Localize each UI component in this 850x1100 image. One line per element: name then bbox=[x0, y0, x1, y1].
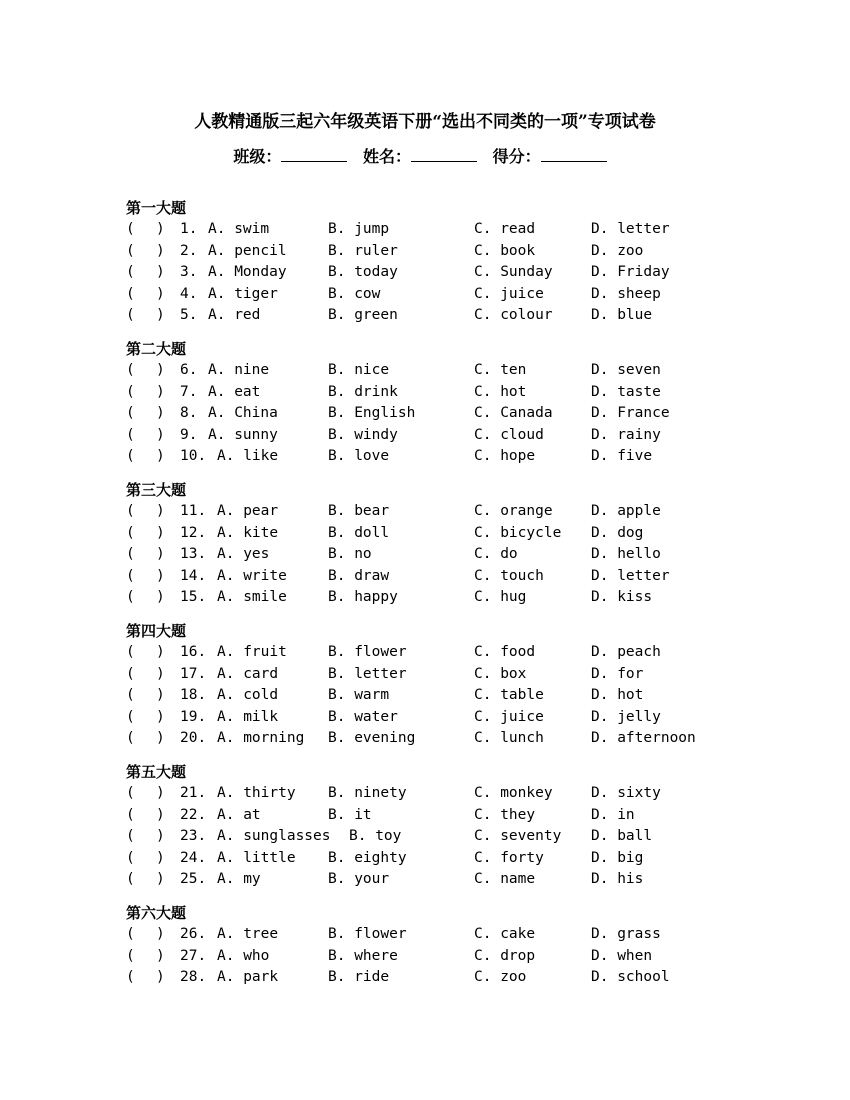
answer-bracket-open[interactable]: ( bbox=[126, 405, 135, 422]
class-label: 班级： bbox=[233, 147, 282, 166]
option-b: B. nice bbox=[328, 362, 390, 378]
option-d: D. blue bbox=[591, 307, 653, 324]
answer-bracket-open[interactable]: ( bbox=[126, 708, 135, 725]
question-row bbox=[126, 967, 746, 989]
question-row bbox=[126, 924, 746, 946]
answer-bracket-open[interactable]: ( bbox=[126, 687, 135, 704]
answer-bracket-open[interactable]: ( bbox=[126, 524, 135, 541]
option-a: A. little bbox=[217, 849, 296, 866]
name-blank[interactable] bbox=[411, 143, 477, 162]
answer-bracket-close[interactable]: ) bbox=[156, 708, 165, 725]
section-6 bbox=[126, 902, 746, 989]
option-c: C. hot bbox=[474, 383, 527, 400]
question-row bbox=[126, 826, 746, 848]
answer-bracket-open[interactable]: ( bbox=[126, 849, 135, 866]
option-a: A. swim bbox=[208, 221, 270, 237]
option-b: B. windy bbox=[328, 426, 398, 443]
option-c: C. zoo bbox=[474, 969, 527, 986]
option-c: C. box bbox=[474, 665, 527, 682]
question-row bbox=[126, 685, 746, 707]
option-b: B. ride bbox=[328, 969, 390, 986]
answer-bracket-close[interactable]: ) bbox=[156, 947, 165, 964]
answer-bracket-open[interactable]: ( bbox=[126, 730, 135, 747]
option-c: C. Canada bbox=[474, 405, 553, 422]
question-number: 5. bbox=[180, 307, 198, 324]
question-number: 10. bbox=[180, 448, 207, 465]
option-d: D. zoo bbox=[591, 242, 644, 259]
question-row bbox=[126, 241, 746, 263]
answer-bracket-close[interactable]: ) bbox=[156, 806, 165, 823]
answer-bracket-close[interactable]: ) bbox=[156, 285, 165, 302]
option-a: A. tiger bbox=[208, 285, 278, 302]
option-c: C. ten bbox=[474, 362, 527, 378]
option-a: A. red bbox=[208, 307, 261, 324]
option-d: D. sheep bbox=[591, 285, 661, 302]
option-c: C. book bbox=[474, 242, 536, 259]
question-number: 4. bbox=[180, 285, 198, 302]
question-row bbox=[126, 544, 746, 566]
option-a: A. eat bbox=[208, 383, 261, 400]
section-title: 第四大题 bbox=[126, 622, 187, 640]
option-b: B. no bbox=[328, 546, 372, 563]
option-a: A. cold bbox=[217, 687, 279, 704]
question-row bbox=[126, 642, 746, 664]
option-b: B. ninety bbox=[328, 785, 407, 801]
section-4 bbox=[126, 620, 746, 750]
question-number: 23. bbox=[180, 828, 207, 845]
option-d: D. sixty bbox=[591, 785, 661, 801]
answer-bracket-open[interactable]: ( bbox=[126, 221, 135, 237]
question-number: 7. bbox=[180, 383, 198, 400]
section-2 bbox=[126, 338, 746, 468]
question-row bbox=[126, 305, 746, 327]
option-c: C. monkey bbox=[474, 785, 553, 801]
question-number: 15. bbox=[180, 589, 207, 606]
option-d: D. afternoon bbox=[591, 730, 696, 747]
question-row bbox=[126, 382, 746, 404]
page-title: 人教精通版三起六年级英语下册“选出不同类的一项”专项试卷 bbox=[194, 112, 656, 132]
option-b: B. ruler bbox=[328, 242, 398, 259]
answer-bracket-open[interactable]: ( bbox=[126, 947, 135, 964]
option-a: A. at bbox=[217, 806, 261, 823]
option-c: C. food bbox=[474, 644, 536, 660]
question-number: 27. bbox=[180, 947, 207, 964]
option-b: B. water bbox=[328, 708, 398, 725]
answer-bracket-open[interactable]: ( bbox=[126, 307, 135, 324]
option-b: B. drink bbox=[328, 383, 398, 400]
option-b: B. doll bbox=[328, 524, 390, 541]
option-b: B. cow bbox=[328, 285, 381, 302]
option-d: D. seven bbox=[591, 362, 661, 378]
option-b: B. English bbox=[328, 405, 416, 422]
option-d: D. taste bbox=[591, 383, 661, 400]
answer-bracket-open[interactable]: ( bbox=[126, 242, 135, 259]
option-d: D. dog bbox=[591, 524, 644, 541]
option-d: D. hello bbox=[591, 546, 661, 563]
question-number: 1. bbox=[180, 221, 198, 237]
option-c: C. table bbox=[474, 687, 544, 704]
question-row bbox=[126, 501, 746, 523]
option-b: B. today bbox=[328, 264, 398, 281]
option-c: C. they bbox=[474, 806, 536, 823]
answer-bracket-open[interactable]: ( bbox=[126, 448, 135, 465]
question-number: 19. bbox=[180, 708, 207, 725]
question-number: 26. bbox=[180, 926, 207, 942]
option-d: D. letter bbox=[591, 221, 670, 237]
answer-bracket-open[interactable]: ( bbox=[126, 806, 135, 823]
question-row bbox=[126, 707, 746, 729]
answer-bracket-close[interactable]: ) bbox=[156, 426, 165, 443]
option-d: D. in bbox=[591, 806, 635, 823]
option-b: B. flower bbox=[328, 644, 407, 660]
section-title: 第二大题 bbox=[126, 340, 187, 358]
option-b: B. green bbox=[328, 307, 398, 324]
option-d: D. Friday bbox=[591, 264, 670, 281]
option-b: B. bear bbox=[328, 503, 390, 519]
option-d: D. apple bbox=[591, 503, 661, 519]
option-c: C. do bbox=[474, 546, 518, 563]
question-row bbox=[126, 728, 746, 750]
answer-bracket-close[interactable]: ) bbox=[156, 383, 165, 400]
question-row bbox=[126, 664, 746, 686]
option-a: A. like bbox=[217, 448, 279, 465]
class-blank[interactable] bbox=[281, 143, 347, 162]
answer-bracket-open[interactable]: ( bbox=[126, 665, 135, 682]
option-a: A. write bbox=[217, 567, 287, 584]
option-c: C. touch bbox=[474, 567, 544, 584]
option-b: B. where bbox=[328, 947, 398, 964]
answer-bracket-open[interactable]: ( bbox=[126, 383, 135, 400]
option-d: D. grass bbox=[591, 926, 661, 942]
question-row bbox=[126, 523, 746, 545]
option-b: B. jump bbox=[328, 221, 390, 237]
answer-bracket-close[interactable]: ) bbox=[156, 871, 165, 888]
option-a: A. kite bbox=[217, 524, 279, 541]
score-blank[interactable] bbox=[541, 143, 607, 162]
question-row bbox=[126, 848, 746, 870]
option-c: C. lunch bbox=[474, 730, 544, 747]
option-c: C. seventy bbox=[474, 828, 562, 845]
option-d: D. for bbox=[591, 665, 644, 682]
answer-bracket-close[interactable]: ) bbox=[156, 503, 165, 519]
option-a: A. sunglasses bbox=[217, 828, 331, 845]
option-d: D. five bbox=[591, 448, 653, 465]
answer-bracket-close[interactable]: ) bbox=[156, 589, 165, 606]
option-a: A. smile bbox=[217, 589, 287, 606]
answer-bracket-close[interactable]: ) bbox=[156, 687, 165, 704]
option-b: B. evening bbox=[328, 730, 416, 747]
answer-bracket-close[interactable]: ) bbox=[156, 307, 165, 324]
option-a: A. nine bbox=[208, 362, 270, 378]
option-c: C. cloud bbox=[474, 426, 544, 443]
option-c: C. juice bbox=[474, 708, 544, 725]
section-title: 第三大题 bbox=[126, 481, 187, 499]
section-1 bbox=[126, 197, 746, 327]
question-number: 28. bbox=[180, 969, 207, 986]
question-row bbox=[126, 262, 746, 284]
answer-bracket-open[interactable]: ( bbox=[126, 785, 135, 801]
option-a: A. thirty bbox=[217, 785, 296, 801]
question-number: 21. bbox=[180, 785, 207, 801]
question-number: 18. bbox=[180, 687, 207, 704]
question-number: 13. bbox=[180, 546, 207, 563]
question-number: 16. bbox=[180, 644, 207, 660]
answer-bracket-open[interactable]: ( bbox=[126, 969, 135, 986]
option-d: D. his bbox=[591, 871, 644, 888]
option-a: A. park bbox=[217, 969, 279, 986]
option-a: A. pencil bbox=[208, 242, 287, 259]
option-b: B. warm bbox=[328, 687, 390, 704]
option-c: C. forty bbox=[474, 849, 544, 866]
question-row bbox=[126, 783, 746, 805]
answer-bracket-open[interactable]: ( bbox=[126, 362, 135, 378]
option-d: D. school bbox=[591, 969, 670, 986]
question-row bbox=[126, 566, 746, 588]
answer-bracket-close[interactable]: ) bbox=[156, 362, 165, 378]
answer-bracket-open[interactable]: ( bbox=[126, 871, 135, 888]
option-a: A. card bbox=[217, 665, 279, 682]
option-b: B. love bbox=[328, 448, 390, 465]
section-title: 第一大题 bbox=[126, 199, 187, 217]
option-d: D. letter bbox=[591, 567, 670, 584]
option-c: C. drop bbox=[474, 947, 536, 964]
option-a: A. who bbox=[217, 947, 270, 964]
option-d: D. jelly bbox=[591, 708, 661, 725]
student-info-line bbox=[0, 143, 850, 169]
question-row bbox=[126, 869, 746, 891]
option-b: B. toy bbox=[349, 828, 402, 845]
answer-bracket-open[interactable]: ( bbox=[126, 828, 135, 845]
option-d: D. big bbox=[591, 849, 644, 866]
option-a: A. milk bbox=[217, 708, 279, 725]
option-c: C. name bbox=[474, 871, 536, 888]
option-c: C. read bbox=[474, 221, 536, 237]
question-number: 3. bbox=[180, 264, 198, 281]
option-a: A. fruit bbox=[217, 644, 287, 660]
option-b: B. happy bbox=[328, 589, 398, 606]
answer-bracket-open[interactable]: ( bbox=[126, 546, 135, 563]
answer-bracket-open[interactable]: ( bbox=[126, 503, 135, 519]
option-b: B. draw bbox=[328, 567, 390, 584]
question-number: 25. bbox=[180, 871, 207, 888]
answer-bracket-close[interactable]: ) bbox=[156, 969, 165, 986]
answer-bracket-close[interactable]: ) bbox=[156, 567, 165, 584]
question-row bbox=[126, 360, 746, 382]
answer-bracket-close[interactable]: ) bbox=[156, 849, 165, 866]
option-c: C. cake bbox=[474, 926, 536, 942]
question-number: 12. bbox=[180, 524, 207, 541]
question-row bbox=[126, 587, 746, 609]
question-row bbox=[126, 946, 746, 968]
option-d: D. France bbox=[591, 405, 670, 422]
answer-bracket-open[interactable]: ( bbox=[126, 926, 135, 942]
section-title: 第五大题 bbox=[126, 763, 187, 781]
option-c: C. Sunday bbox=[474, 264, 553, 281]
option-a: A. sunny bbox=[208, 426, 278, 443]
answer-bracket-close[interactable]: ) bbox=[156, 524, 165, 541]
answer-bracket-open[interactable]: ( bbox=[126, 285, 135, 302]
answer-bracket-open[interactable]: ( bbox=[126, 589, 135, 606]
answer-bracket-close[interactable]: ) bbox=[156, 785, 165, 801]
option-a: A. China bbox=[208, 405, 278, 422]
question-number: 8. bbox=[180, 405, 198, 422]
question-number: 17. bbox=[180, 665, 207, 682]
option-d: D. hot bbox=[591, 687, 644, 704]
score-label: 得分： bbox=[492, 147, 541, 166]
answer-bracket-open[interactable]: ( bbox=[126, 264, 135, 281]
question-row bbox=[126, 425, 746, 447]
answer-bracket-close[interactable]: ) bbox=[156, 264, 165, 281]
option-a: A. morning bbox=[217, 730, 305, 747]
question-number: 24. bbox=[180, 849, 207, 866]
question-row bbox=[126, 284, 746, 306]
option-a: A. tree bbox=[217, 926, 279, 942]
answer-bracket-close[interactable]: ) bbox=[156, 644, 165, 660]
answer-bracket-close[interactable]: ) bbox=[156, 730, 165, 747]
question-number: 14. bbox=[180, 567, 207, 584]
answer-bracket-open[interactable]: ( bbox=[126, 567, 135, 584]
option-d: D. kiss bbox=[591, 589, 653, 606]
option-c: C. hope bbox=[474, 448, 536, 465]
question-row bbox=[126, 446, 746, 468]
option-d: D. rainy bbox=[591, 426, 661, 443]
answer-bracket-close[interactable]: ) bbox=[156, 221, 165, 237]
option-a: A. my bbox=[217, 871, 261, 888]
section-5 bbox=[126, 761, 746, 891]
option-c: C. orange bbox=[474, 503, 553, 519]
question-number: 11. bbox=[180, 503, 207, 519]
question-number: 22. bbox=[180, 806, 207, 823]
option-d: D. ball bbox=[591, 828, 653, 845]
option-b: B. flower bbox=[328, 926, 407, 942]
question-row bbox=[126, 403, 746, 425]
option-b: B. your bbox=[328, 871, 390, 888]
option-a: A. yes bbox=[217, 546, 270, 563]
option-b: B. it bbox=[328, 806, 372, 823]
option-c: C. hug bbox=[474, 589, 527, 606]
question-row bbox=[126, 805, 746, 827]
option-a: A. Monday bbox=[208, 264, 287, 281]
section-title: 第六大题 bbox=[126, 904, 187, 922]
option-d: D. peach bbox=[591, 644, 661, 660]
answer-bracket-close[interactable]: ) bbox=[156, 665, 165, 682]
option-c: C. colour bbox=[474, 307, 553, 324]
section-3 bbox=[126, 479, 746, 609]
question-number: 9. bbox=[180, 426, 198, 443]
question-number: 20. bbox=[180, 730, 207, 747]
answer-bracket-open[interactable]: ( bbox=[126, 644, 135, 660]
question-number: 6. bbox=[180, 362, 198, 378]
question-number: 2. bbox=[180, 242, 198, 259]
option-d: D. when bbox=[591, 947, 653, 964]
option-c: C. juice bbox=[474, 285, 544, 302]
question-row bbox=[126, 219, 746, 241]
answer-bracket-close[interactable]: ) bbox=[156, 546, 165, 563]
answer-bracket-close[interactable]: ) bbox=[156, 405, 165, 422]
answer-bracket-close[interactable]: ) bbox=[156, 448, 165, 465]
answer-bracket-close[interactable]: ) bbox=[156, 242, 165, 259]
option-a: A. pear bbox=[217, 503, 279, 519]
name-label: 姓名： bbox=[362, 147, 411, 166]
answer-bracket-close[interactable]: ) bbox=[156, 828, 165, 845]
option-b: B. eighty bbox=[328, 849, 407, 866]
answer-bracket-close[interactable]: ) bbox=[156, 926, 165, 942]
option-c: C. bicycle bbox=[474, 524, 562, 541]
option-b: B. letter bbox=[328, 665, 407, 682]
answer-bracket-open[interactable]: ( bbox=[126, 426, 135, 443]
